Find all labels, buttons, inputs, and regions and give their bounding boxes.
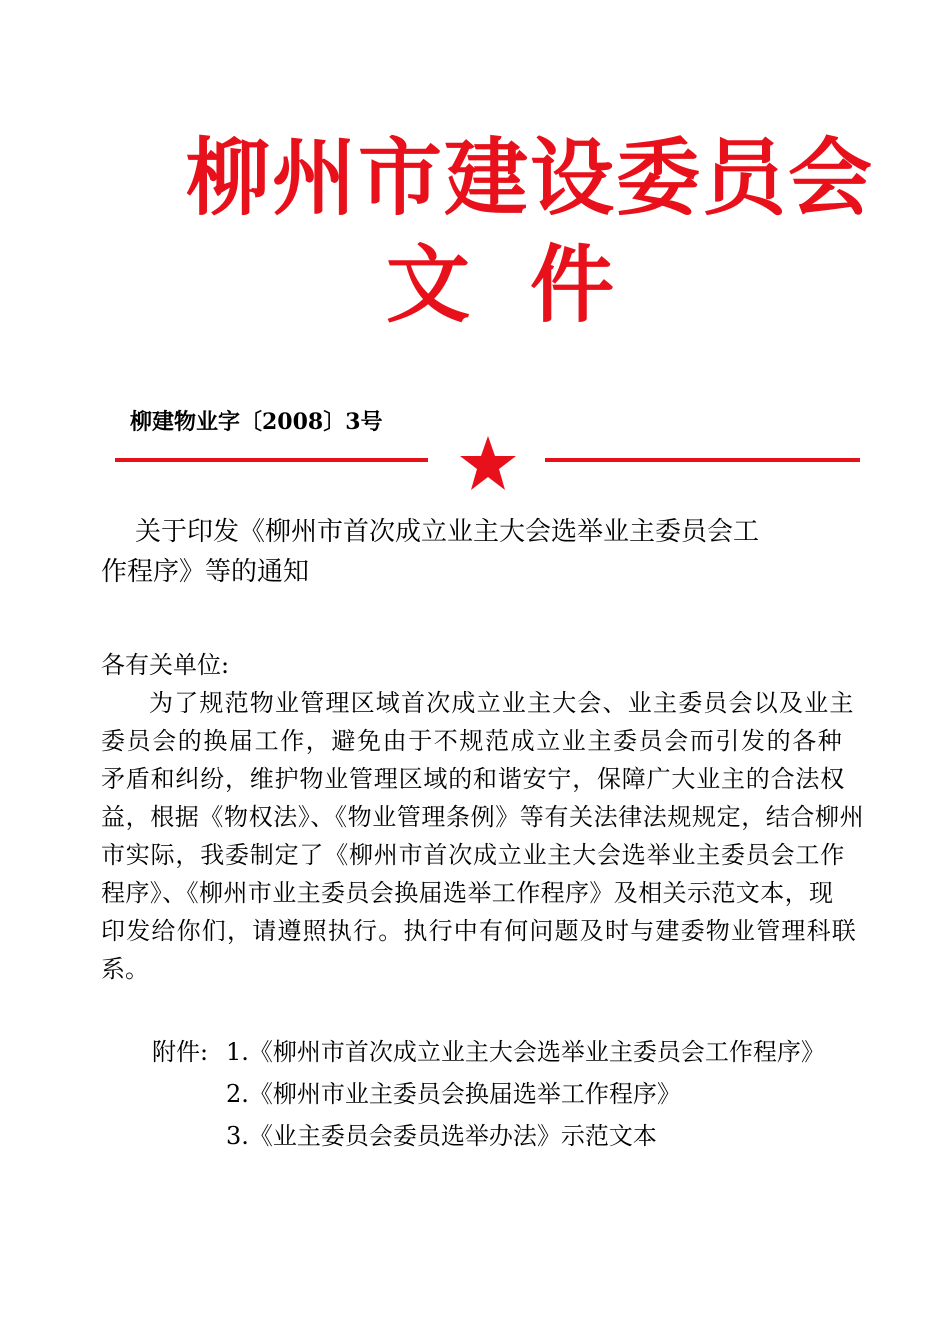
notice-title-line: 作程序》等的通知 bbox=[101, 557, 310, 587]
notice-title-line: 关于印发《柳州市首次成立业主大会选举业主委员会工 bbox=[135, 517, 760, 547]
red-rule-left bbox=[115, 458, 428, 462]
notice-title bbox=[101, 512, 861, 592]
attachment-item: 1.《柳州市首次成立业主大会选举业主委员会工作程序》 bbox=[226, 1038, 825, 1066]
document-number: 柳建物业字〔2008〕3号 bbox=[130, 409, 383, 435]
body-line: 益，根据《物权法》、《物业管理条例》等有关法律法规规定，结合柳州 bbox=[101, 803, 865, 831]
body-line: 市实际，我委制定了《柳州市首次成立业主大会选举业主委员会工作 bbox=[101, 841, 845, 869]
star-icon bbox=[458, 434, 518, 494]
attachment-item: 3.《业主委员会委员选举办法》示范文本 bbox=[226, 1122, 657, 1150]
body-line: 印发给你们，请遵照执行。执行中有何问题及时与建委物业管理科联 bbox=[101, 917, 857, 945]
document-header-org: 柳州市建设委员会 bbox=[185, 129, 874, 227]
attachment-item: 2.《柳州市业主委员会换届选举工作程序》 bbox=[226, 1080, 681, 1108]
body-line: 委员会的换届工作，避免由于不规范成立业主委员会而引发的各种 bbox=[101, 727, 844, 755]
document-header-word: 文件 bbox=[385, 236, 674, 334]
body-line: 程序》、《柳州市业主委员会换届选举工作程序》及相关示范文本，现 bbox=[101, 879, 834, 907]
body-line: 矛盾和纠纷，维护物业管理区域的和谐安宁，保障广大业主的合法权 bbox=[101, 765, 845, 793]
red-rule-right bbox=[545, 458, 860, 462]
body-line: 为了规范物业管理区域首次成立业主大会、业主委员会以及业主 bbox=[149, 689, 855, 717]
salutation: 各有关单位: bbox=[101, 651, 230, 679]
attachments-label: 附件: bbox=[152, 1038, 209, 1066]
body-line: 系。 bbox=[101, 955, 149, 983]
body-paragraph bbox=[101, 684, 865, 988]
